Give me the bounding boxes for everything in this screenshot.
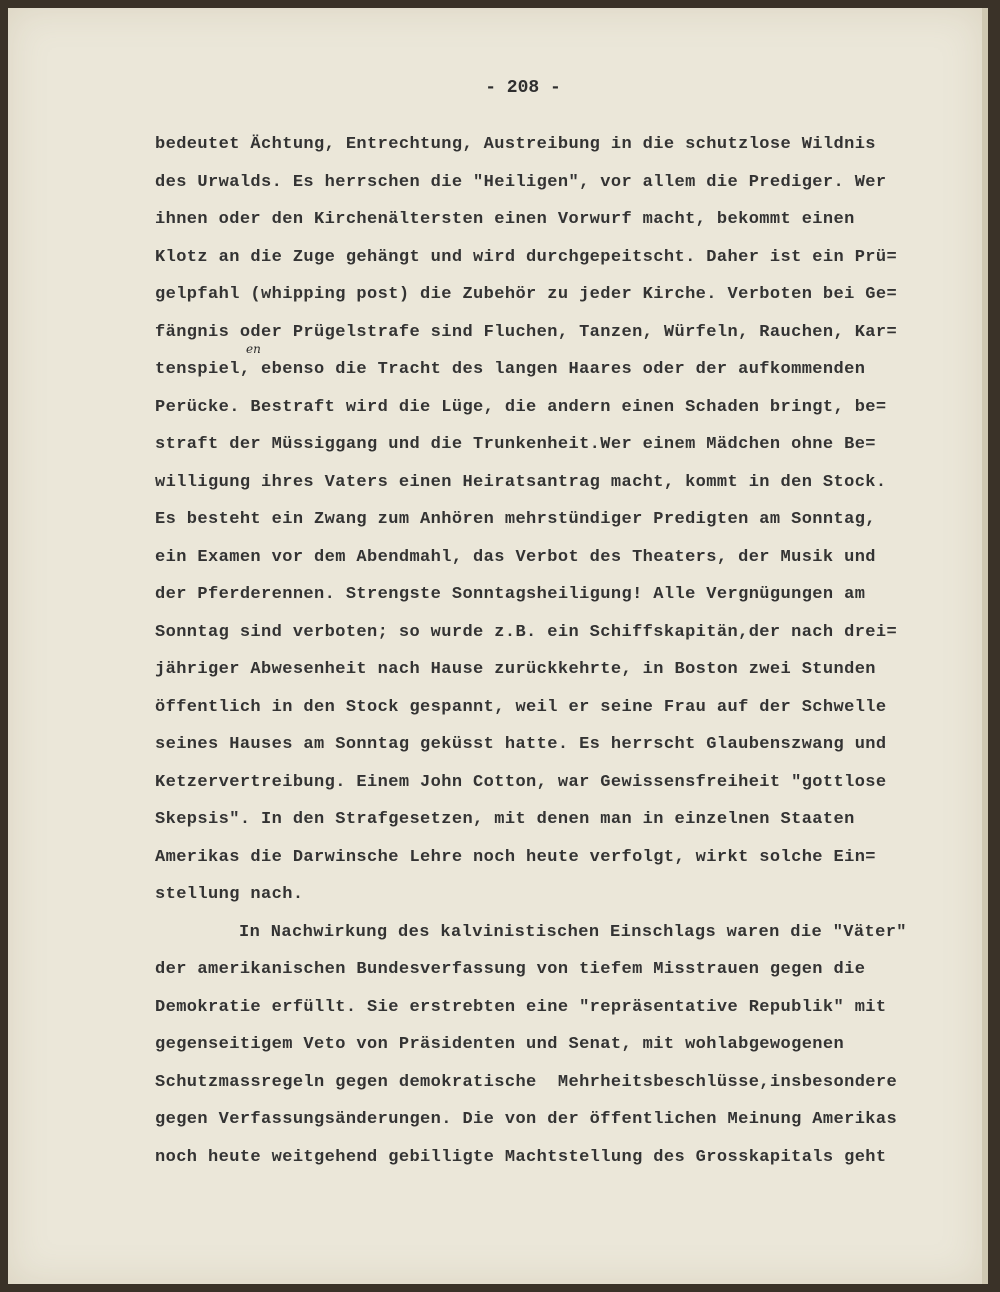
text-line: der amerikanischen Bundesverfassung von tiefem Misstrauen gegen die: [155, 960, 866, 979]
text-line: Klotz an die Zuge gehängt und wird durchgepeitscht. Daher ist ein Prü=: [155, 248, 898, 267]
text-line: ein Examen vor dem Abendmahl, das Verbot des Theaters, der Musik und: [155, 548, 876, 567]
text-line: seines Hauses am Sonntag geküsst hatte. Es herrscht Glaubenszwang und: [155, 735, 887, 754]
text-line: gegenseitigem Veto von Präsidenten und Senat, mit wohlabgewogenen: [155, 1035, 845, 1054]
text-line: stellung nach.: [155, 885, 304, 904]
text-line: straft der Müssiggang und die Trunkenheit.Wer einem Mädchen ohne Be=: [155, 435, 876, 454]
text-line: bedeutet Ächtung, Entrechtung, Austreibung in die schutzlose Wildnis: [155, 135, 876, 154]
text-line: gelpfahl (whipping post) die Zubehör zu jeder Kirche. Verboten bei Ge=: [155, 285, 898, 304]
text-line: öffentlich in den Stock gespannt, weil er seine Frau auf der Schwelle: [155, 698, 887, 717]
text-line: fängnis oder Prügelstrafe sind Fluchen, Tanzen, Würfeln, Rauchen, Kar=: [155, 323, 898, 342]
text-line: noch heute weitgehend gebilligte Machtstellung des Grosskapitals geht: [155, 1148, 887, 1167]
text-line: ihnen oder den Kirchenältersten einen Vorwurf macht, bekommt einen: [155, 210, 855, 229]
document-page: [8, 8, 988, 1284]
text-line: Perücke. Bestraft wird die Lüge, die andern einen Schaden bringt, be=: [155, 398, 887, 417]
text-line: Demokratie erfüllt. Sie erstrebten eine "repräsentative Republik" mit: [155, 998, 887, 1017]
text-line: Schutzmassregeln gegen demokratische Mehrheitsbeschlüsse,insbesondere: [155, 1073, 898, 1092]
paragraph-first-line: In Nachwirkung des kalvinistischen Einschlags waren die "Väter": [239, 923, 907, 942]
page-number: - 208 -: [485, 78, 561, 98]
text-line: jähriger Abwesenheit nach Hause zurückkehrte, in Boston zwei Stunden: [155, 660, 876, 679]
text-line: Ketzervertreibung. Einem John Cotton, war Gewissensfreiheit "gottlose: [155, 773, 887, 792]
text-line: Amerikas die Darwinsche Lehre noch heute verfolgt, wirkt solche Ein=: [155, 848, 876, 867]
text-line: Skepsis". In den Strafgesetzen, mit denen man in einzelnen Staaten: [155, 810, 855, 829]
handwritten-insertion: en: [246, 342, 261, 356]
text-line: willigung ihres Vaters einen Heiratsantrag macht, kommt in den Stock.: [155, 473, 887, 492]
text-line: des Urwalds. Es herrschen die "Heiligen", vor allem die Prediger. Wer: [155, 173, 887, 192]
text-line: Sonntag sind verboten; so wurde z.B. ein Schiffskapitän,der nach drei=: [155, 623, 898, 642]
text-line: tenspiel, ebenso die Tracht des langen Haares oder der aufkommenden: [155, 360, 866, 379]
text-line: der Pferderennen. Strengste Sonntagsheiligung! Alle Vergnügungen am: [155, 585, 866, 604]
text-line: Es besteht ein Zwang zum Anhören mehrstündiger Predigten am Sonntag,: [155, 510, 876, 529]
text-line: gegen Verfassungsänderungen. Die von der öffentlichen Meinung Amerikas: [155, 1110, 898, 1129]
